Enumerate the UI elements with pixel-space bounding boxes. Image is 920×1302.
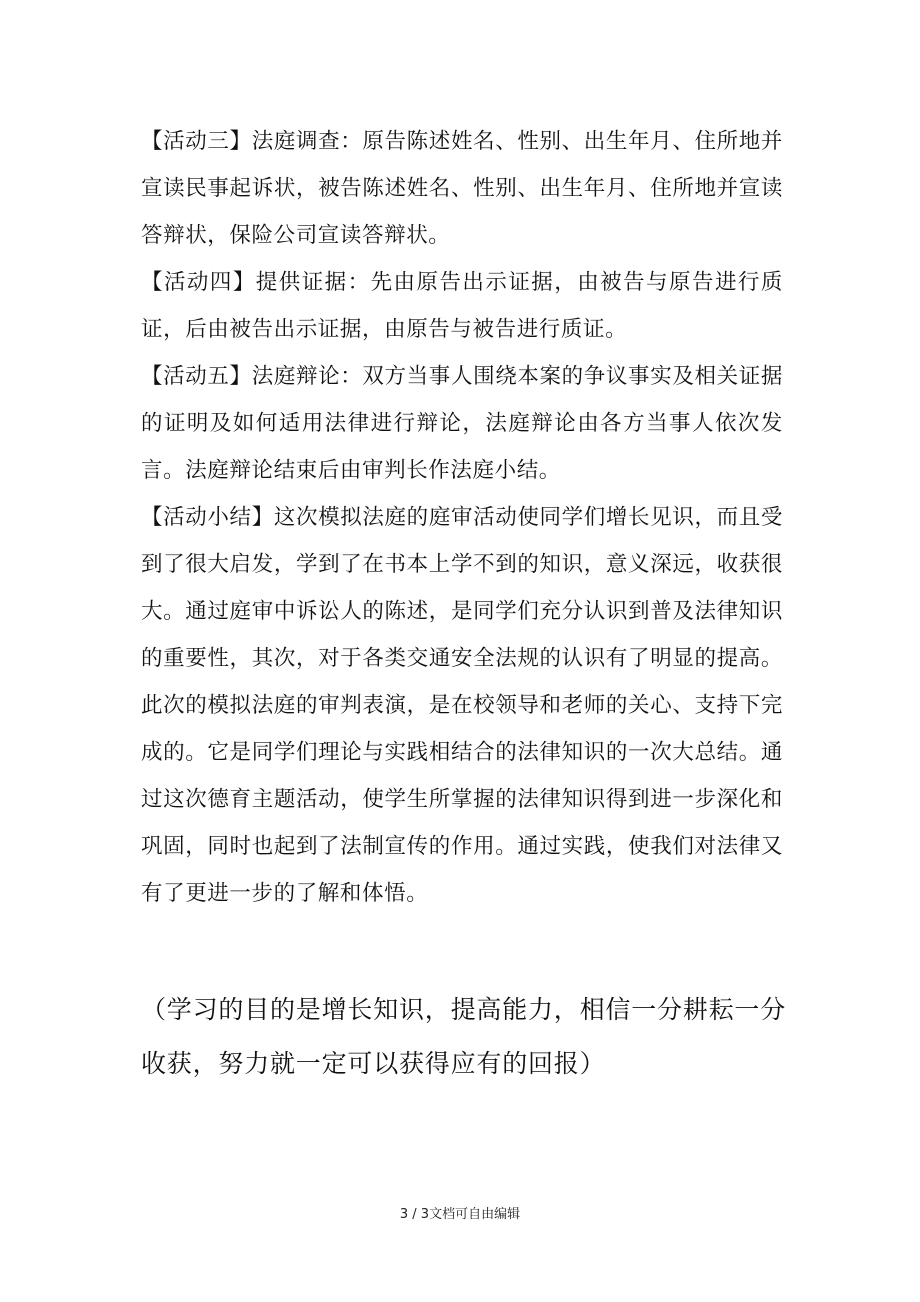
paragraph-tag: 【活动五】 xyxy=(141,364,252,389)
paragraph-activity-4 xyxy=(141,259,783,353)
page-number: 3 / 3 xyxy=(399,1207,430,1222)
paragraph-activity-3 xyxy=(141,118,783,259)
closing-remark xyxy=(141,983,791,1091)
paragraph-tag: 【活动小结】 xyxy=(141,505,274,530)
paragraph-text: 这次模拟法庭的庭审活动使同学们增长见识，而且受到了很大启发，学到了在书本上学不到的知识，意义深远，收获很大。通过庭审中诉讼人的陈述，是同学们充分认识到普及法律知识的重要性，其次，对于各类交通安全法规的认识有了明显的提高。此次的模拟法庭的审判表演，是在校领导和老师的关心、支持下完成的。它是同学们理论与实践相结合的法律知识的一次大总结。通过这次德育主题活动，使学生所掌握的法律知识得到进一步深化和巩固，同时也起到了法制宣传的作用。通过实践，使我们对法律又有了更进一步的了解和体悟。 xyxy=(141,505,783,906)
paragraph-tag: 【活动四】 xyxy=(141,270,256,295)
paragraph-tag: 【活动三】 xyxy=(141,129,252,154)
paragraph-text: 提供证据：先由原告出示证据，由被告与原告进行质证，后由被告出示证据，由原告与被告进行质证。 xyxy=(141,270,783,342)
paragraph-text: 法庭调查：原告陈述姓名、性别、出生年月、住所地并宣读民事起诉状，被告陈述姓名、性别、出生年月、住所地并宣读答辩状，保险公司宣读答辩状。 xyxy=(141,129,783,248)
paragraph-activity-5 xyxy=(141,353,783,494)
closing-text: （学习的目的是增长知识，提高能力，相信一分耕耘一分收获，努力就一定可以获得应有的回报） xyxy=(141,995,787,1078)
paragraph-text: 法庭辩论：双方当事人围绕本案的争议事实及相关证据的证明及如何适用法律进行辩论，法庭辩论由各方当事人依次发言。法庭辩论结束后由审判长作法庭小结。 xyxy=(141,364,783,483)
paragraph-activity-summary xyxy=(141,494,783,917)
page-footer xyxy=(0,1206,920,1224)
body-text xyxy=(141,118,783,917)
footer-note: 文档可自由编辑 xyxy=(429,1207,521,1222)
